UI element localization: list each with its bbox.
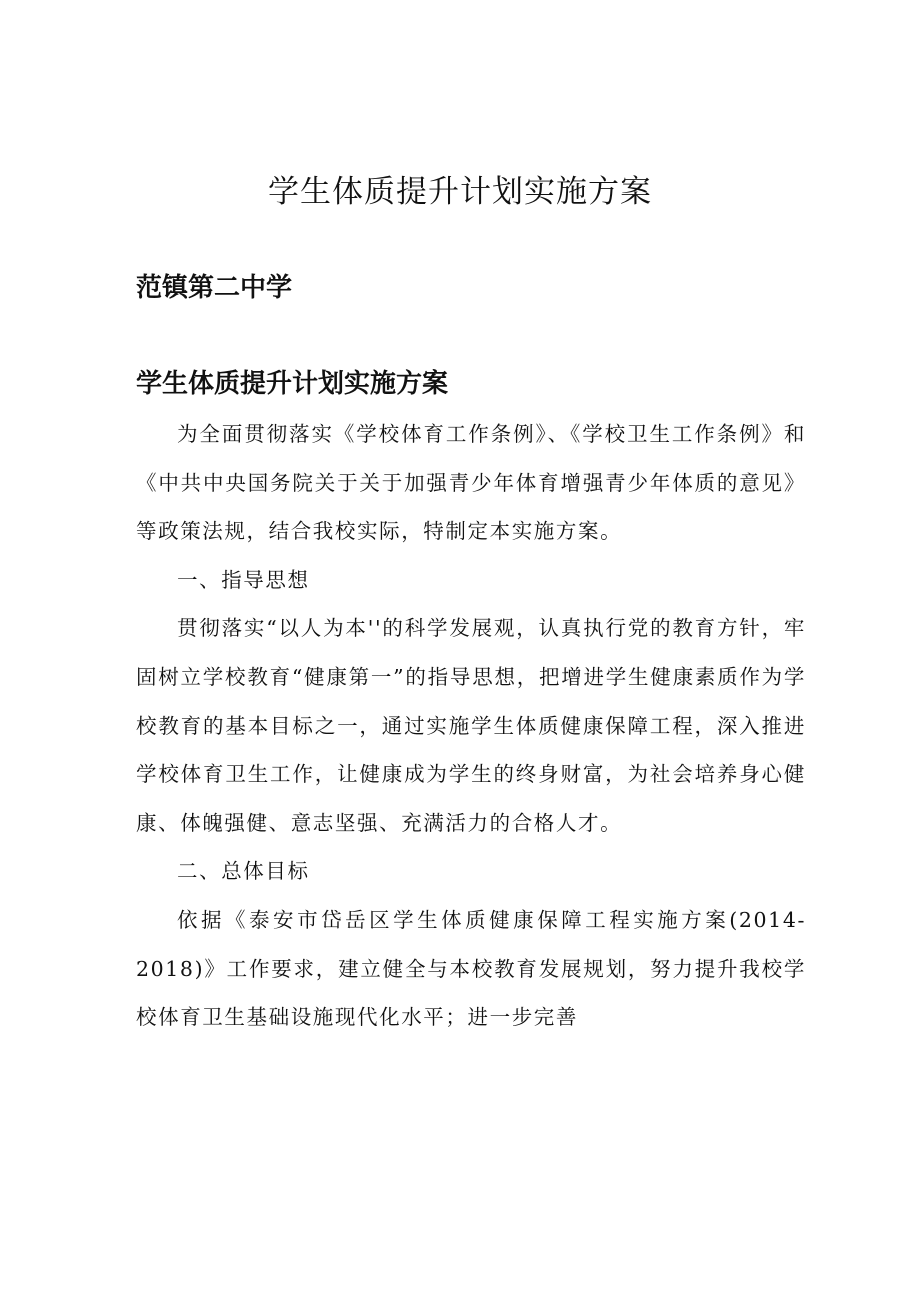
heading-guiding-ideology: 一、指导思想 <box>177 567 310 592</box>
document-body <box>136 410 806 1042</box>
paragraph-overall-goals: 依据《泰安市岱岳区学生体质健康保障工程实施方案(2014-2018)》工作要求，建立健全与本校教育发展规划，努力提升我校学校体育卫生基础设施现代化水平；进一步完善 <box>136 907 806 1030</box>
school-name: 范镇第二中学 <box>136 273 293 303</box>
paragraph-guiding-ideology: 贯彻落实“以人为本''的科学发展观，认真执行党的教育方针，牢固树立学校教育“健康第一”的指导思想，把增进学生健康素质作为学校教育的基本目标之一，通过实施学生体质健康保障工程，深入推进学校体育卫生工作，让健康成为学生的终身财富，为社会培养身心健康、体魄强健、意志坚强、充满活力的合格人才。 <box>136 616 806 835</box>
heading-overall-goals: 二、总体目标 <box>177 859 310 884</box>
paragraph-intro: 为全面贯彻落实《学校体育工作条例》、《学校卫生工作条例》和《中共中央国务院关于关于加强青少年体育增强青少年体质的意见》等政策法规，结合我校实际，特制定本实施方案。 <box>136 422 806 544</box>
section-heading: 学生体质提升计划实施方案 <box>136 369 449 399</box>
document-title: 学生体质提升计划实施方案 <box>268 174 652 210</box>
